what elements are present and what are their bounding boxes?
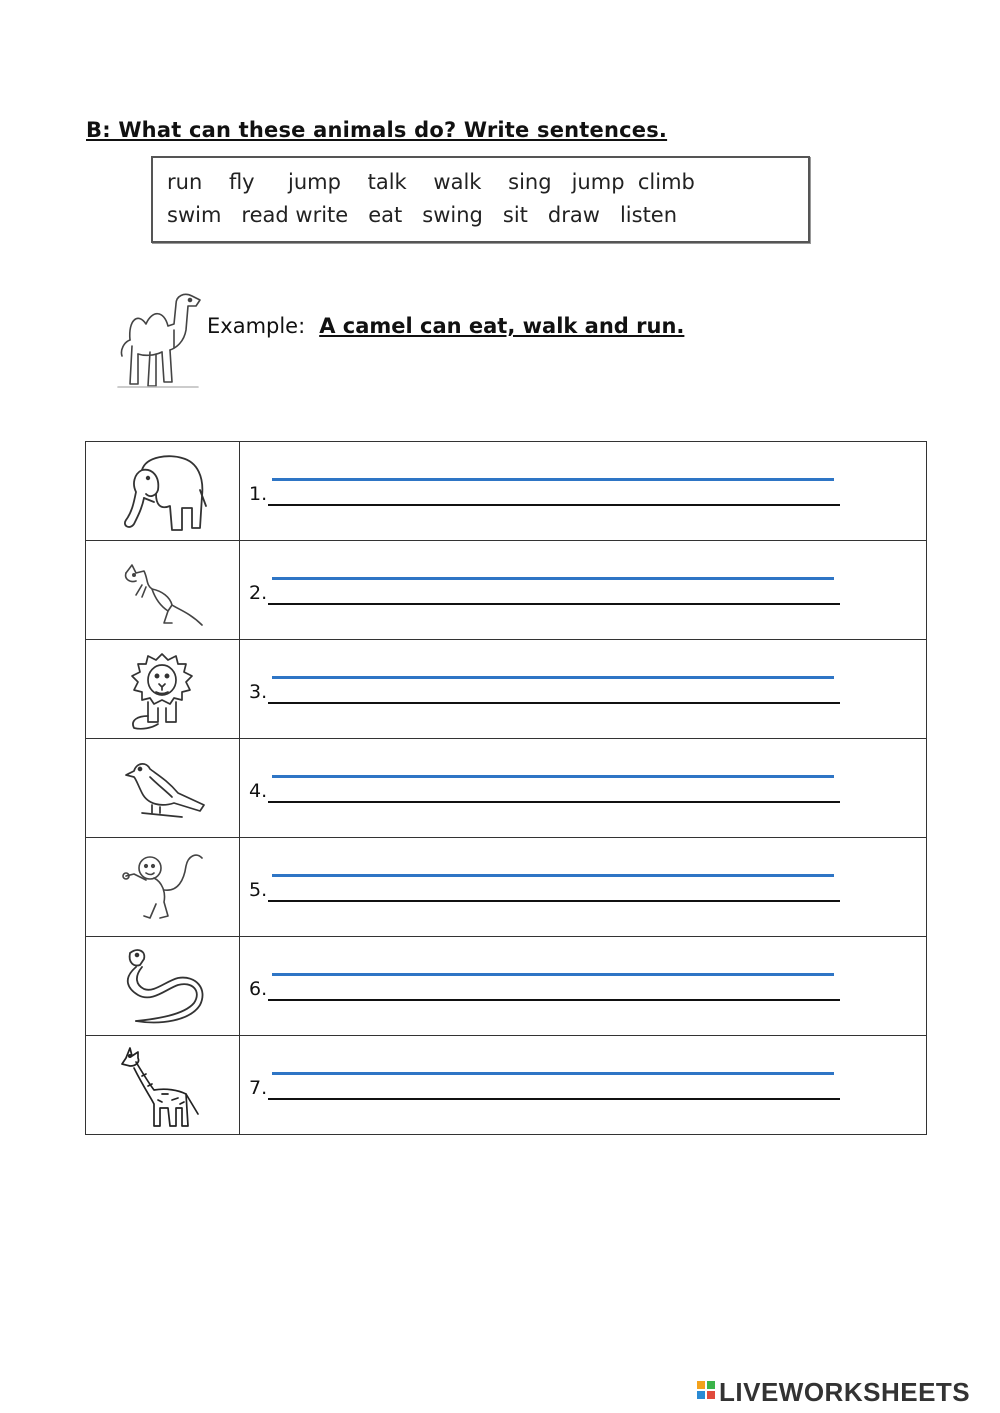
answer-line-cell[interactable] <box>240 937 927 1036</box>
example-label: Example: <box>207 314 306 338</box>
answer-line-cell[interactable] <box>240 1036 927 1135</box>
answer-number: 5. <box>249 879 268 901</box>
animal-picture-cell <box>86 541 240 640</box>
answer-number: 6. <box>249 978 268 1000</box>
answer-number: 7. <box>249 1077 268 1099</box>
liveworksheets-logo <box>697 1377 993 1409</box>
answer-line[interactable] <box>268 702 840 704</box>
answer-line[interactable] <box>268 1098 840 1100</box>
animal-picture-cell <box>86 739 240 838</box>
table-row <box>86 640 927 739</box>
word-bank-row-2: swim read write eat swing sit draw listen <box>167 203 678 227</box>
lion-icon <box>112 648 212 732</box>
answer-line-cell[interactable] <box>240 640 927 739</box>
answer-guide-line <box>272 874 834 877</box>
answer-guide-line <box>272 973 834 976</box>
worksheet-heading: B: What can these animals do? Write sentences. <box>86 118 668 142</box>
animal-picture-cell <box>86 937 240 1036</box>
camel-icon <box>110 290 205 390</box>
answer-line[interactable] <box>268 603 840 605</box>
word-bank-row-1: run fly jump talk walk sing jump climb <box>167 170 695 194</box>
answer-guide-line <box>272 478 834 481</box>
answer-number: 2. <box>249 582 268 604</box>
word-bank <box>151 156 810 243</box>
table-row <box>86 739 927 838</box>
logo-square-icon <box>697 1391 705 1399</box>
logo-square-icon <box>707 1381 715 1389</box>
animal-picture-cell <box>86 1036 240 1135</box>
table-row <box>86 937 927 1036</box>
snake-icon <box>112 945 212 1029</box>
answer-line-cell[interactable] <box>240 739 927 838</box>
answer-line-cell[interactable] <box>240 838 927 937</box>
answer-line-cell[interactable] <box>240 541 927 640</box>
answer-table <box>85 441 927 1135</box>
kangaroo-icon <box>112 549 212 633</box>
answer-guide-line <box>272 1072 834 1075</box>
answer-guide-line <box>272 676 834 679</box>
answer-line-cell[interactable] <box>240 442 927 541</box>
logo-text: LIVEWORKSHEETS <box>719 1377 971 1407</box>
animal-picture-cell <box>86 838 240 937</box>
example-sentence <box>207 314 684 338</box>
giraffe-icon <box>112 1044 212 1128</box>
elephant-icon <box>112 450 212 534</box>
logo-square-icon <box>697 1381 705 1389</box>
monkey-icon <box>112 846 212 930</box>
answer-guide-line <box>272 577 834 580</box>
example-answer: A camel can eat, walk and run. <box>319 314 685 338</box>
answer-line[interactable] <box>268 900 840 902</box>
answer-line[interactable] <box>268 801 840 803</box>
animal-picture-cell <box>86 640 240 739</box>
table-row <box>86 442 927 541</box>
answer-guide-line <box>272 775 834 778</box>
table-row <box>86 838 927 937</box>
answer-number: 4. <box>249 780 268 802</box>
answer-line[interactable] <box>268 504 840 506</box>
bird-icon <box>112 747 212 831</box>
answer-number: 1. <box>249 483 268 505</box>
answer-line[interactable] <box>268 999 840 1001</box>
table-row <box>86 541 927 640</box>
table-row <box>86 1036 927 1135</box>
answer-number: 3. <box>249 681 268 703</box>
logo-square-icon <box>707 1391 715 1399</box>
animal-picture-cell <box>86 442 240 541</box>
